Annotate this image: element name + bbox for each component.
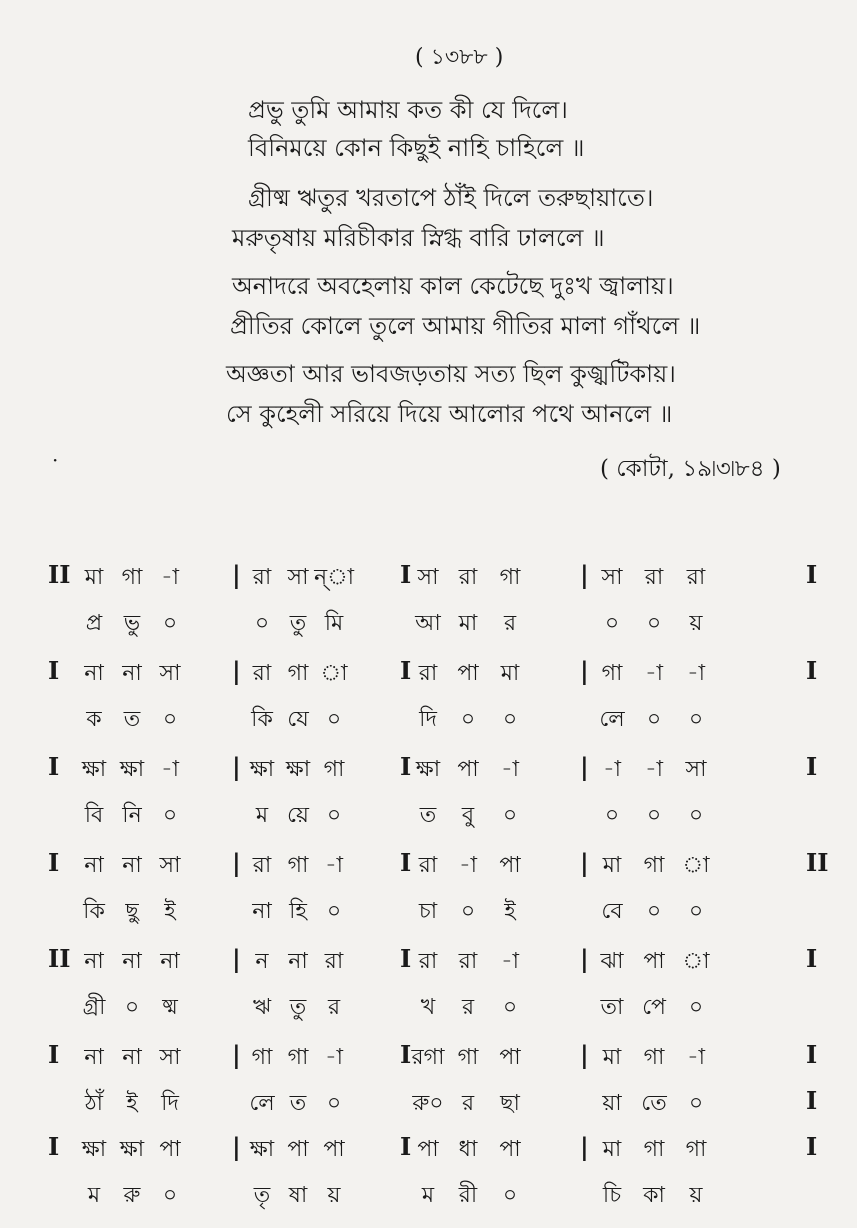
lyric-syllable: য়ে: [287, 803, 309, 828]
lyric-syllable: ভু: [123, 611, 141, 636]
lyric-syllable: রী: [458, 1183, 478, 1208]
lyric-line: [0, 990, 857, 1030]
verse-line: অনাদরে অবহেলায় কাল কেটেছে দুঃখ জ্বালায়।: [232, 272, 674, 300]
bar-separator: |: [232, 752, 241, 781]
swara-note: গা: [287, 853, 309, 878]
end-barline: I: [806, 1040, 818, 1069]
lyric-syllable: র: [461, 1091, 475, 1116]
lyric-syllable: কা: [643, 1183, 665, 1208]
start-barline: I: [48, 656, 60, 685]
end-barline: I: [806, 1132, 818, 1161]
swara-line: [0, 848, 857, 888]
bar-separator: |: [580, 848, 589, 877]
lyric-syllable: ০: [604, 803, 620, 828]
swara-note: না: [84, 949, 104, 974]
swara-note: -া: [686, 661, 706, 686]
swara-note: সা: [685, 757, 707, 782]
lyric-syllable: বে: [601, 899, 623, 924]
lyric-syllable: ঠাঁ: [84, 1091, 104, 1116]
swara-note: না: [122, 949, 142, 974]
swara-note: ক্ষা: [81, 1137, 107, 1162]
swara-note: না: [122, 853, 142, 878]
lyric-syllable: ০: [688, 995, 704, 1020]
notation-row: [0, 944, 857, 1040]
lyric-syllable: ০: [646, 803, 662, 828]
swara-note: ক্ষা: [249, 757, 275, 782]
lyric-syllable: ০: [604, 611, 620, 636]
swara-note: -া: [602, 757, 622, 782]
swara-note: ক্ষা: [415, 757, 441, 782]
end-barline: I: [806, 560, 818, 589]
verse-line: মরুতৃষায় মরিচীকার স্নিগ্ধ বারি ঢাললে ॥: [232, 224, 605, 252]
composition-date: ( কোটা, ১৯৷৩৷৮৪ ): [600, 456, 781, 482]
lyric-syllable: তু: [289, 611, 307, 636]
swara-note: -া: [500, 757, 520, 782]
swara-note: গা: [457, 1045, 479, 1070]
verse-line: বিনিময়ে কোন কিছুই নাহি চাহিলে ॥: [248, 134, 585, 162]
lyric-syllable: ঋ: [252, 995, 272, 1020]
start-barline: I: [48, 752, 60, 781]
lyric-line: [0, 798, 857, 838]
lyric-syllable: ই: [164, 899, 176, 924]
lyric-syllable: ত: [123, 707, 141, 732]
swara-note: রা: [252, 661, 272, 686]
start-barline: I: [48, 1132, 60, 1161]
lyric-syllable: লে: [599, 707, 625, 732]
bar-separator: |: [580, 1040, 589, 1069]
lyric-syllable: রু: [123, 1183, 141, 1208]
lyric-syllable: ছা: [500, 1091, 520, 1116]
notation-row: [0, 848, 857, 944]
verse-line: প্রীতির কোলে তুলে আমায় গীতির মালা গাঁথলে ॥: [230, 312, 701, 340]
lyric-syllable: যে: [287, 707, 309, 732]
bar-separator: |: [580, 752, 589, 781]
bar-separator-major: I: [400, 1040, 412, 1069]
lyric-syllable: ০: [326, 707, 342, 732]
notation-row: [0, 1132, 857, 1228]
lyric-syllable: ০: [326, 803, 342, 828]
bar-separator: |: [580, 656, 589, 685]
lyric-syllable: ০: [162, 803, 178, 828]
swara-note: গা: [287, 661, 309, 686]
bar-separator: |: [232, 1132, 241, 1161]
bar-separator: |: [580, 1132, 589, 1161]
lyric-syllable: ০: [502, 995, 518, 1020]
lyric-syllable: য়: [327, 1183, 341, 1208]
swara-note: মা: [500, 661, 520, 686]
lyric-syllable: ০: [460, 707, 476, 732]
lyric-syllable: ০: [502, 1183, 518, 1208]
lyric-syllable: ০: [646, 899, 662, 924]
swara-note: রা: [686, 565, 706, 590]
notation-row: [0, 656, 857, 752]
lyric-syllable: র: [327, 995, 341, 1020]
swara-note: সা: [159, 1045, 181, 1070]
swara-line: [0, 656, 857, 696]
lyric-syllable: তু: [289, 995, 307, 1020]
bar-separator-major: I: [400, 848, 412, 877]
lyric-syllable: মি: [324, 611, 344, 636]
swara-note: মা: [602, 1045, 622, 1070]
lyric-line: [0, 894, 857, 934]
swara-note: গা: [251, 1045, 273, 1070]
lyric-syllable: ০: [162, 707, 178, 732]
notation-row: [0, 560, 857, 656]
swara-note: -া: [458, 853, 478, 878]
swara-note: সা: [159, 853, 181, 878]
page-number: ( ১৩৮৮ ): [415, 45, 504, 70]
lyric-syllable: ০: [162, 611, 178, 636]
swara-note: ক্ষা: [81, 757, 107, 782]
bar-separator-major: I: [400, 1132, 412, 1161]
lyric-syllable: মা: [458, 611, 478, 636]
bar-separator: |: [232, 560, 241, 589]
swara-note: -া: [160, 565, 180, 590]
lyric-syllable: ০: [124, 995, 140, 1020]
swara-note: পা: [323, 1137, 345, 1162]
swara-note: -া: [324, 853, 344, 878]
bar-separator-major: I: [400, 560, 412, 589]
lyric-syllable: ০: [460, 899, 476, 924]
swara-note: গা: [643, 1045, 665, 1070]
swara-note: ক্ষা: [119, 1137, 145, 1162]
swara-note: গা: [499, 565, 521, 590]
lyric-syllable: ত: [419, 803, 437, 828]
lyric-syllable: চি: [602, 1183, 622, 1208]
swara-note: না: [122, 1045, 142, 1070]
lyric-syllable: য়: [689, 1183, 703, 1208]
lyric-line: [0, 1086, 857, 1126]
lyric-syllable: ষা: [288, 1183, 308, 1208]
swara-note: গা: [601, 661, 623, 686]
swara-note: না: [84, 853, 104, 878]
verse-line: গ্রীষ্ম ঋতুর খরতাপে ঠাঁই দিলে তরুছায়াতে।: [248, 184, 654, 212]
swara-note: রা: [418, 853, 438, 878]
bar-separator: |: [580, 944, 589, 973]
bar-separator: |: [232, 848, 241, 877]
lyric-line: [0, 1178, 857, 1218]
swara-note: মা: [602, 853, 622, 878]
lyric-syllable: নি: [122, 803, 142, 828]
swara-note: -া: [324, 1045, 344, 1070]
swara-note: ক্ষা: [285, 757, 311, 782]
lyric-syllable: বি: [84, 803, 104, 828]
end-barline: I: [806, 656, 818, 685]
swara-note: পা: [499, 853, 521, 878]
bar-separator: |: [232, 944, 241, 973]
lyric-syllable: ০: [502, 707, 518, 732]
lyric-syllable: ০: [688, 803, 704, 828]
lyric-syllable: ০: [688, 707, 704, 732]
lyric-syllable: প্র: [85, 611, 103, 636]
notation-row: [0, 752, 857, 848]
swara-line: [0, 752, 857, 792]
swara-note: মা: [84, 565, 104, 590]
swara-line: [0, 1040, 857, 1080]
lyric-syllable: তে: [641, 1091, 667, 1116]
lyric-syllable: গ্রী: [82, 995, 106, 1020]
swara-note: ঝা: [600, 949, 624, 974]
swara-note: -া: [644, 661, 664, 686]
swara-note: পা: [159, 1137, 181, 1162]
swara-note: -া: [500, 949, 520, 974]
swara-note: পা: [643, 949, 665, 974]
lyric-syllable: দি: [161, 1091, 179, 1116]
lyric-syllable: য়: [689, 611, 703, 636]
swara-note: রা: [458, 949, 478, 974]
lyric-syllable: তা: [600, 995, 624, 1020]
swara-note: না: [84, 1045, 104, 1070]
start-barline: I: [48, 1040, 60, 1069]
lyric-syllable: রু০: [412, 1091, 444, 1116]
bar-separator: |: [232, 1040, 241, 1069]
swara-note: গা: [287, 1045, 309, 1070]
swara-note: গা: [643, 853, 665, 878]
swara-note: পা: [457, 661, 479, 686]
lyric-syllable: ০: [162, 1183, 178, 1208]
lyric-syllable: ০: [326, 899, 342, 924]
swara-note: -া: [644, 757, 664, 782]
bar-separator-major: I: [400, 752, 412, 781]
swara-note: রা: [644, 565, 664, 590]
swara-note: পা: [287, 1137, 309, 1162]
swara-note: সা: [287, 565, 309, 590]
swara-note: ন্া: [313, 565, 355, 590]
swara-note: -া: [160, 757, 180, 782]
end-barline: I: [806, 752, 818, 781]
swara-note: ক্ষা: [119, 757, 145, 782]
lyric-syllable: কি: [83, 899, 105, 924]
lyric-syllable: র: [503, 611, 517, 636]
stray-mark: ·: [52, 448, 59, 472]
lyric-syllable: ই: [504, 899, 516, 924]
lyric-syllable: পে: [642, 995, 666, 1020]
lyric-syllable: ম: [87, 1183, 101, 1208]
lyric-syllable: খ: [420, 995, 436, 1020]
swara-note: না: [122, 661, 142, 686]
swara-line: [0, 560, 857, 600]
swara-note: রা: [324, 949, 344, 974]
swara-note: পা: [499, 1045, 521, 1070]
swara-note: গা: [643, 1137, 665, 1162]
start-barline: I: [48, 848, 60, 877]
swara-note: গা: [121, 565, 143, 590]
lyric-syllable: ০: [688, 899, 704, 924]
verse-line: অজ্ঞতা আর ভাবজড়তায় সত্য ছিল কুজ্ঝটিকায়।: [226, 360, 676, 388]
lyric-syllable: ০: [326, 1091, 342, 1116]
lyric-syllable: আ: [415, 611, 441, 636]
swara-note: পা: [457, 757, 479, 782]
notation-row: [0, 1040, 857, 1136]
end-barline: II: [806, 848, 829, 877]
bar-separator: |: [232, 656, 241, 685]
lyric-syllable: বু: [461, 803, 475, 828]
end-barline: I: [806, 944, 818, 973]
swara-note: রা: [252, 853, 272, 878]
swara-note: া: [682, 949, 710, 974]
lyric-syllable: ০: [646, 707, 662, 732]
swara-note: পা: [417, 1137, 439, 1162]
lyric-syllable: য়া: [602, 1091, 622, 1116]
swara-note: মা: [602, 1137, 622, 1162]
lyric-syllable: হি: [289, 899, 307, 924]
lyric-syllable: তৃ: [253, 1183, 271, 1208]
swara-note: া: [682, 853, 710, 878]
swara-note: না: [160, 949, 180, 974]
swara-line: [0, 944, 857, 984]
swara-note: সা: [159, 661, 181, 686]
lyric-syllable: ০: [254, 611, 270, 636]
swara-note: পা: [499, 1137, 521, 1162]
swara-note: না: [288, 949, 308, 974]
swara-note: ন: [255, 949, 269, 974]
verse-line: সে কুহেলী সরিয়ে দিয়ে আলোর পথে আনলে ॥: [226, 400, 673, 428]
lyric-syllable: ই: [126, 1091, 138, 1116]
swara-note: গা: [685, 1137, 707, 1162]
lyric-syllable: ০: [688, 1091, 704, 1116]
start-barline: II: [48, 944, 71, 973]
swara-note: -া: [686, 1045, 706, 1070]
lyric-syllable: ক: [86, 707, 102, 732]
start-barline: II: [48, 560, 71, 589]
swara-line: [0, 1132, 857, 1172]
lyric-line: [0, 702, 857, 742]
swara-note: রা: [418, 661, 438, 686]
swara-note: সা: [601, 565, 623, 590]
lyric-syllable: ছু: [125, 899, 139, 924]
swara-note: া: [320, 661, 348, 686]
lyric-syllable: ম: [255, 803, 269, 828]
lyric-syllable: ০: [502, 803, 518, 828]
end-barline: I: [806, 1086, 818, 1115]
lyric-syllable: দি: [419, 707, 437, 732]
bar-separator: |: [580, 560, 589, 589]
bar-separator-major: I: [400, 656, 412, 685]
lyric-syllable: কি: [251, 707, 273, 732]
verse-line: প্রভু তুমি আমায় কত কী যে দিলে।: [248, 96, 568, 124]
lyric-syllable: ম: [421, 1183, 435, 1208]
swara-note: ধা: [458, 1137, 478, 1162]
lyric-syllable: না: [252, 899, 272, 924]
lyric-syllable: র: [461, 995, 475, 1020]
lyric-syllable: ত: [289, 1091, 307, 1116]
lyric-syllable: ষ্ম: [162, 995, 178, 1020]
swara-note: রা: [458, 565, 478, 590]
swara-note: রগা: [411, 1045, 445, 1070]
lyric-syllable: ০: [646, 611, 662, 636]
lyric-syllable: চা: [418, 899, 438, 924]
lyric-line: [0, 606, 857, 646]
swara-note: না: [84, 661, 104, 686]
swara-note: রা: [252, 565, 272, 590]
swara-note: ক্ষা: [249, 1137, 275, 1162]
swara-note: গা: [323, 757, 345, 782]
swara-note: সা: [417, 565, 439, 590]
lyric-syllable: লে: [249, 1091, 275, 1116]
bar-separator-major: I: [400, 944, 412, 973]
swara-note: রা: [418, 949, 438, 974]
